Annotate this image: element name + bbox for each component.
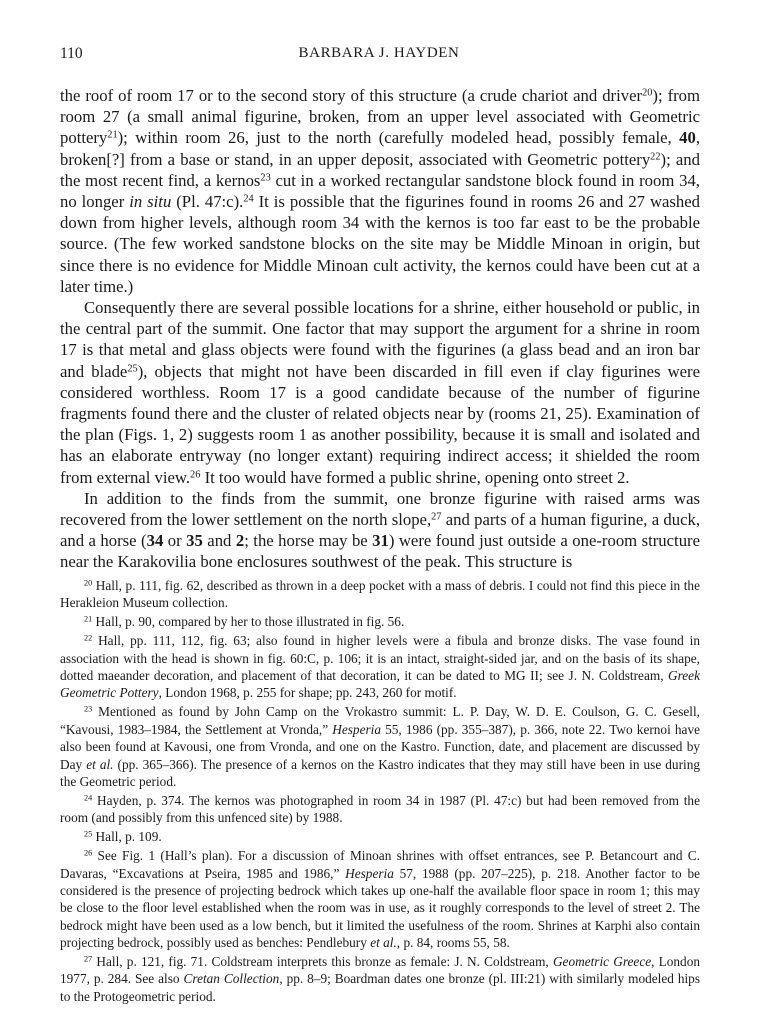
text-run: Geometric Greece bbox=[552, 954, 652, 970]
text-run: Hesperia bbox=[345, 865, 394, 881]
text-run: Cretan Collection bbox=[183, 971, 280, 987]
footnote-ref: 27 bbox=[431, 511, 442, 523]
footnote-ref: 21 bbox=[84, 614, 93, 624]
footnotes bbox=[60, 577, 700, 1007]
body-text bbox=[60, 85, 700, 573]
text-run: and bbox=[202, 531, 236, 551]
footnote-ref: 26 bbox=[190, 468, 201, 480]
text-run: Hayden, p. 374. The kernos was photographed in room 34 in 1987 (Pl. 47:c) but had been removed from the room (and possibly from this unfenced site) by 1988. bbox=[60, 792, 700, 826]
text-run: ) were found just outside a one-room structure near the Karakovilia bone enclosures southwest of the peak. This structure is bbox=[60, 531, 700, 572]
text-run: et al. bbox=[370, 935, 397, 951]
footnote-ref: 23 bbox=[260, 172, 271, 184]
footnote-20 bbox=[60, 577, 700, 612]
footnote-24 bbox=[60, 792, 700, 827]
running-head: BARBARA J. HAYDEN bbox=[298, 45, 460, 61]
footnote-27 bbox=[60, 953, 700, 1005]
text-run: , broken[?] from a base or stand, in an upper deposit, associated with Geometric pottery bbox=[60, 128, 700, 169]
text-run: (pp. 365–366). The presence of a kernos on the Kastro indicates that they may still have been in use during the Geometric period. bbox=[60, 756, 700, 789]
footnote-22 bbox=[60, 632, 700, 702]
footnote-25 bbox=[60, 828, 700, 845]
text-run: ); and the most recent find, a kernos bbox=[60, 149, 700, 190]
text-run: et al. bbox=[86, 756, 114, 772]
footnote-ref: 27 bbox=[84, 954, 93, 964]
text-run: 40 bbox=[679, 128, 696, 148]
text-run: See Fig. 1 (Hall’s plan). For a discussion of Minoan shrines with offset entrances, see P. Betancourt and C. Davaras, “Excavations at Pseira, 1985 and 1986,” bbox=[60, 848, 700, 881]
text-run: ); from room 27 (a small animal figurine, broken, from an upper level associated with Geometric pottery bbox=[60, 86, 701, 148]
footnote-ref: 25 bbox=[84, 829, 93, 839]
text-run: 2 bbox=[235, 531, 245, 551]
footnote-ref: 23 bbox=[84, 704, 93, 714]
page-header bbox=[60, 45, 698, 69]
footnote-26 bbox=[60, 847, 700, 951]
text-run: 34 bbox=[146, 531, 164, 551]
text-run: Consequently there are several possible locations for a shrine, either household or public, in the central part of the summit. One factor that may support the argument for a shrine in room 17 is that metal and glass objects were found with the figurines (a glass bead and an iron bar and blade bbox=[60, 298, 700, 381]
text-run: in situ bbox=[129, 192, 172, 212]
footnote-ref: 22 bbox=[84, 633, 93, 643]
text-run: Hall, p. 111, fig. 62, described as thrown in a deep pocket with a mass of debris. I could not find this piece in the Herakleion Museum collection. bbox=[60, 578, 700, 611]
text-run: It too would have formed a public shrine, opening onto street 2. bbox=[200, 467, 630, 487]
text-run: ; the horse may be bbox=[244, 531, 373, 551]
text-run: ); within room 26, just to the north (carefully modeled head, possibly female, bbox=[117, 128, 680, 148]
body-paragraph bbox=[60, 85, 700, 297]
text-run: 57, 1988 (pp. 207–225), p. 218. Another factor to be considered is the presence of projecting bedrock which takes up one-half the available floor space in room 1; this may be close to the floor level established when the room was in use, as it roughly corresponds to the level of street 2. The bedrock might have been used as a low bench, but it limited the usefulness of the room. Shrines at Karphi also contain projecting bedrock, possibly used as benches: Pendlebury bbox=[60, 865, 700, 951]
footnote-ref: 26 bbox=[84, 848, 93, 858]
text-run: 35 bbox=[186, 531, 203, 551]
text-run: In addition to the finds from the summit, one bronze figurine with raised arms was recovered from the lower settlement on the north slope, bbox=[60, 488, 700, 530]
text-run: or bbox=[163, 531, 187, 551]
footnote-ref: 22 bbox=[650, 150, 661, 162]
text-run: (Pl. 47:c). bbox=[171, 192, 244, 212]
text-run: Hall, p. 109. bbox=[92, 829, 162, 845]
footnote-ref: 24 bbox=[243, 193, 254, 205]
text-run: Hall, pp. 111, 112, fig. 63; also found in higher levels were a fibula and bronze disks. The vase found in association with the head is shown in fig. 60:C, p. 106; it is an intact, straight-sided jar, and on the basis of its shape, dotted maeander decoration, and placement of that decoration, it can be dated to MG II; see J. N. Coldstream, bbox=[60, 633, 700, 684]
text-run: Hesperia bbox=[332, 721, 381, 737]
text-run: Mentioned as found by John Camp on the Vrokastro summit: L. P. Day, W. D. E. Coulson, G. C. Gesell, “Kavousi, 1983–1984, the Settlement at Vronda,” bbox=[60, 704, 700, 737]
text-run: cut in a worked rectangular sandstone block found in room 34, no longer bbox=[60, 170, 700, 212]
body-paragraph bbox=[60, 488, 700, 573]
text-run: , p. 84, rooms 55, 58. bbox=[396, 935, 510, 951]
text-run: the roof of room 17 or to the second story of this structure (a crude chariot and driver bbox=[60, 86, 643, 105]
text-run: ), objects that might not have been discarded in fill even if clay figurines were considered worthless. Room 17 is a good candidate because of the number of figurine fragments found there and the cluster of related objects near by (rooms 21, 25). Examination of the plan (Figs. 1, 2) suggests room 1 as another possibility, because it is small and isolated and has an elaborate entryway (no longer extant) requiring indirect access; it shielded the room from external view. bbox=[60, 361, 701, 487]
text-run: 31 bbox=[372, 531, 389, 551]
text-run: Hall, p. 121, fig. 71. Coldstream interprets this bronze as female: J. N. Coldstream, bbox=[92, 954, 553, 970]
text-run: and parts of a human figurine, a duck, and a horse ( bbox=[60, 510, 700, 551]
text-run: , London 1968, p. 255 for shape; pp. 243, 260 for motif. bbox=[158, 685, 457, 701]
footnote-ref: 24 bbox=[84, 793, 93, 803]
text-run: It is possible that the figurines found in rooms 26 and 27 washed down from higher levels, although room 34 with the kernos is too far east to be the probable source. (The few worked sandstone blocks on the site may be Middle Minoan in origin, but since there is no evidence for Middle Minoan cult activity, the kernos could have been cut at a later time.) bbox=[60, 192, 701, 296]
text-run: Greek Geometric Pottery bbox=[60, 668, 700, 701]
footnote-21 bbox=[60, 613, 700, 630]
footnote-ref: 25 bbox=[127, 362, 138, 374]
text-run: , pp. 8–9; Boardman dates one bronze (pl. III:21) with similarly modeled hips to the Protogeometric period. bbox=[60, 971, 700, 1004]
body-paragraph bbox=[60, 297, 700, 488]
text-run: 55, 1986 (pp. 355–387), p. 366, note 22. Two kernoi have also been found at Kavousi, one from Vronda, and one on the Kastro. Function, date, and placement are discussed by Day bbox=[60, 721, 700, 772]
footnote-23 bbox=[60, 703, 700, 790]
footnote-ref: 20 bbox=[642, 87, 653, 99]
text-run: , London 1977, p. 284. See also bbox=[60, 954, 700, 987]
footnote-ref: 20 bbox=[84, 578, 93, 588]
text-run: Hall, p. 90, compared by her to those illustrated in fig. 56. bbox=[92, 614, 405, 630]
footnote-ref: 21 bbox=[107, 129, 118, 141]
page-number: 110 bbox=[60, 45, 83, 62]
